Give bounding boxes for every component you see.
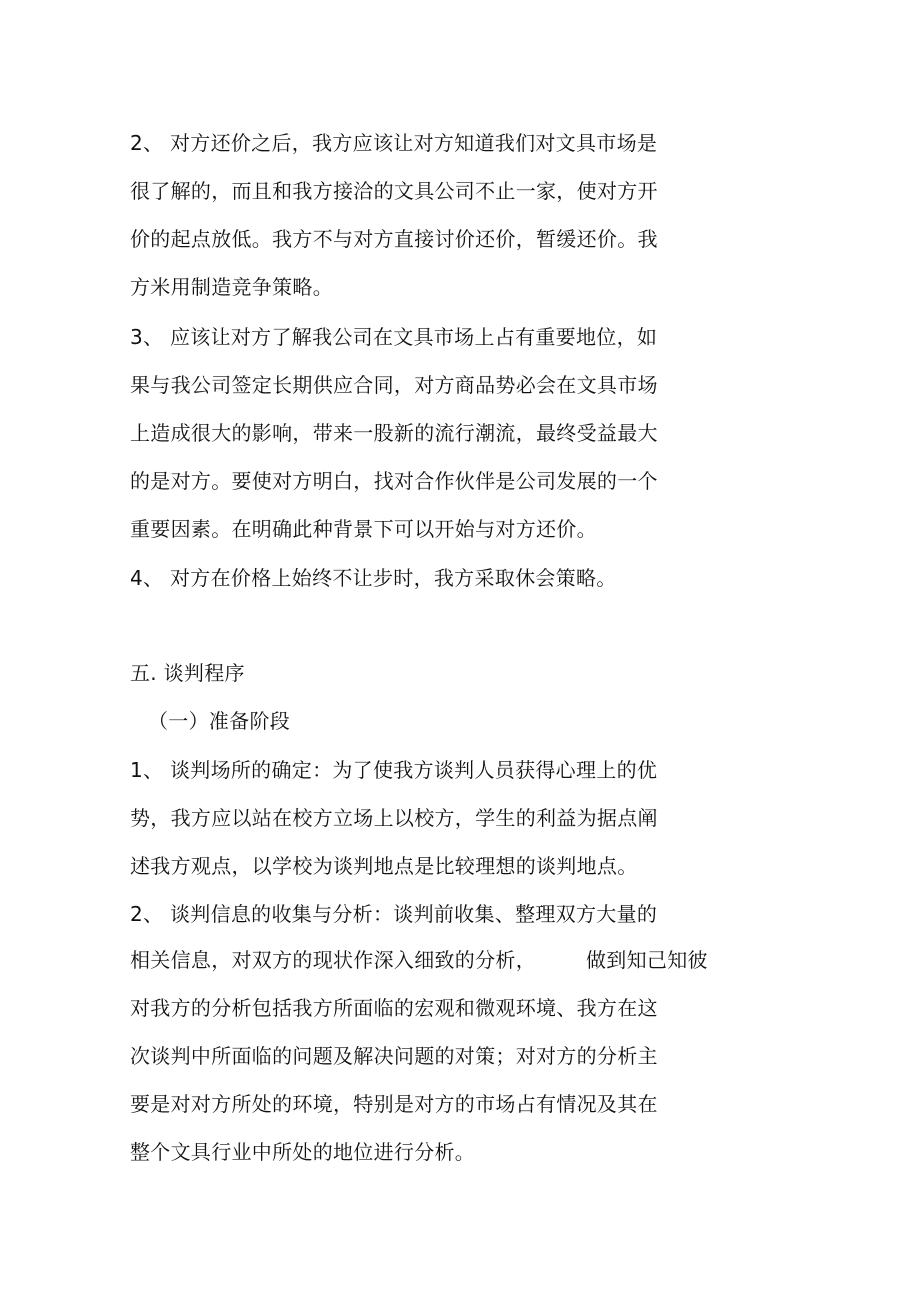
text-line: 价的起点放低。我方不与对方直接讨价还价，暂缓还价。我 [130, 227, 658, 251]
text-line: 述我方观点，以学校为谈判地点是比较理想的谈判地点。 [130, 854, 638, 878]
text-line: 对我方的分析包括我方所面临的宏观和微观环境、我方在这 [130, 996, 658, 1020]
text-line: 2、 对方还价之后，我方应该让对方知道我们对文具市场是 [130, 131, 658, 155]
text-line: 次谈判中所面临的问题及解决问题的对策；对对方的分析主 [130, 1044, 658, 1068]
text-segment: 做到知己知彼 [586, 948, 708, 972]
section-heading: 五. 谈判程序 [130, 661, 245, 685]
text-line: 的是对方。要使对方明白，找对合作伙伴是公司发展的一个 [130, 469, 658, 493]
text-line: 整个文具行业中所处的地位进行分析。 [130, 1140, 476, 1164]
text-line [130, 947, 708, 973]
text-line: 果与我公司签定长期供应合同，对方商品势必会在文具市场 [130, 373, 658, 397]
text-line: 2、 谈判信息的收集与分析：谈判前收集、整理双方大量的 [130, 902, 658, 926]
text-line: 势，我方应以站在校方立场上以校方，学生的利益为据点阐 [130, 806, 658, 830]
text-line: 3、 应该让对方了解我公司在文具市场上占有重要地位，如 [130, 325, 658, 349]
text-line: 方米用制造竞争策略。 [130, 275, 333, 299]
text-line: 很了解的，而且和我方接洽的文具公司不止一家，使对方开 [130, 179, 658, 203]
text-segment: 相关信息，对双方的现状作深入细致的分析， [130, 948, 536, 972]
text-line: 4、 对方在价格上始终不让步时，我方采取休会策略。 [130, 566, 617, 590]
text-line: 要是对对方所处的环境，特别是对方的市场占有情况及其在 [130, 1092, 658, 1116]
text-line: 1、 谈判场所的确定：为了使我方谈判人员获得心理上的优 [130, 758, 658, 782]
text-line: 重要因素。在明确此种背景下可以开始与对方还价。 [130, 517, 597, 541]
text-line: 上造成很大的影响，带来一股新的流行潮流，最终受益最大 [130, 421, 658, 445]
subsection-heading: （一）准备阶段 [148, 709, 291, 733]
